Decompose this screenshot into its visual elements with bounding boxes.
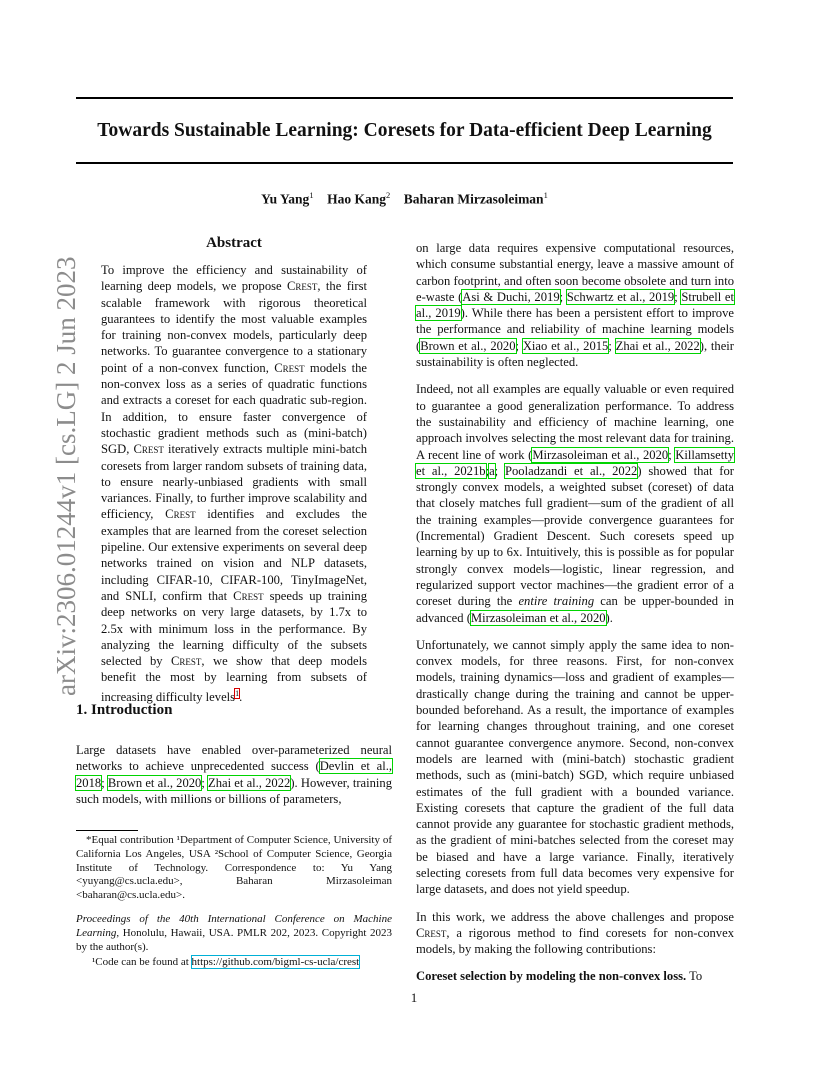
author-name: Yu Yang xyxy=(261,191,310,207)
footnote-code: ¹Code can be found at https://github.com/bigml-cs-ucla/crest xyxy=(92,956,360,969)
section-heading-introduction: 1. Introduction xyxy=(76,702,173,718)
citation-link[interactable]: Strubell et al., 2019 xyxy=(416,289,734,321)
citation-link[interactable]: a xyxy=(489,463,495,478)
paragraph: Unfortunately, we cannot simply apply the same idea to non-convex models, for three reasons. First, for non-convex models, training dynamics—loss and gradient of examples—drastically change during the training and cannot be upper-bounded beforehand. As a result, the importance of examples for learning changes throughout training, and one coreset cannot guarantee convergence anymore. Second, non-convex models are learned with (mini-batch) stochastic gradient methods, such as (mini-batch) SGD, which require unbiased estimates of the full gradient with a bounded variance. Existing coresets that capture the gradient of the full data cannot provide any guarantee for stochastic gradient methods, as the gradient of mini-batches selected from the coreset may be biased and have a large variance. Finally, iteratively selecting coresets from full data becomes very expensive for large datasets, and does not yield speedup. xyxy=(416,637,734,897)
citation-link[interactable]: Zhai et al., 2022 xyxy=(208,775,291,790)
citation-link[interactable]: Pooladzandi et al., 2022 xyxy=(504,463,638,478)
arxiv-stamp-text: arXiv:2306.01244v1 [cs.LG] 2 Jun 2023 xyxy=(51,256,81,696)
citation-link[interactable]: Mirzasoleiman et al., 2020 xyxy=(532,447,669,462)
method-name: Crest xyxy=(133,442,164,457)
author-affiliation: 1 xyxy=(543,190,548,200)
author-affiliation: 1 xyxy=(309,190,314,200)
footnote-rule xyxy=(76,830,138,831)
abstract-heading: Abstract xyxy=(206,235,262,251)
citation-link[interactable]: Xiao et al., 2015 xyxy=(522,338,609,353)
method-name: Crest xyxy=(416,925,447,940)
method-name: Crest xyxy=(274,360,305,375)
paragraph: Coreset selection by modeling the non-convex loss. To xyxy=(416,969,703,984)
footnote-proceedings: Proceedings of the 40th International Conference on Machine Learning, Honolulu, Hawaii, USA. PMLR 202, 2023. Copyright 2023 by the author(s). xyxy=(76,912,392,953)
citation-link[interactable]: Mirzasoleiman et al., 2020 xyxy=(470,610,606,625)
footnotes xyxy=(76,834,392,970)
right-column xyxy=(416,240,734,996)
footnote-affiliations: *Equal contribution ¹Department of Computer Science, University of California Los Angeles, USA ²School of Computer Science, Georgia Institute of Technology. Correspondence to: Yu Yang <yuyang@cs.ucla.edu>, Baharan Mirzasoleiman <baharan@cs.ucla.edu>. xyxy=(76,834,392,902)
method-name: Crest xyxy=(287,279,318,294)
title-rule-top xyxy=(76,97,733,99)
paper-title: Towards Sustainable Learning: Coresets for Data-efficient Deep Learning xyxy=(97,120,712,141)
title-rule-bottom xyxy=(76,162,733,164)
citation-link[interactable]: Asi & Duchi, 2019 xyxy=(462,289,560,304)
citation-link[interactable]: Devlin et al., 2018 xyxy=(76,759,392,790)
citation-link[interactable]: Killamsetty et al., 2021b xyxy=(416,447,734,478)
method-name: Crest xyxy=(165,507,196,522)
author-name: Hao Kang xyxy=(327,191,386,207)
citation-link[interactable]: Zhai et al., 2022 xyxy=(615,338,700,353)
author-name: Baharan Mirzasoleiman xyxy=(403,191,544,207)
arxiv-stamp xyxy=(18,256,81,696)
citation-link[interactable]: Schwartz et al., 2019 xyxy=(566,289,675,304)
citation-link[interactable]: Brown et al., 2020 xyxy=(107,775,202,790)
citation-link[interactable]: Brown et al., 2020 xyxy=(420,338,516,353)
page-number: 1 xyxy=(410,990,418,1005)
method-name: Crest xyxy=(171,654,202,669)
code-url-link[interactable]: https://github.com/bigml-cs-ucla/crest xyxy=(191,956,360,969)
method-name: Crest xyxy=(233,588,264,603)
author-affiliation: 2 xyxy=(385,190,391,200)
footnote-link[interactable]: 1 xyxy=(235,688,240,698)
paragraph: on large data requires expensive computational resources, which consume substantial energy, leave a massive amount of carbon footprint, and often soon become obsolete and turn into e-waste (Asi & Duchi, 2019; Schwartz et al., 2019; Strubell et al., 2019). While there has been a persistent effort to improve the performance and reliability of machine learning models (Brown et al., 2020; Xiao et al., 2015; Zhai et al., 2022), their sustainability is often neglected. xyxy=(416,241,734,370)
paragraph: In this work, we address the above challenges and propose Crest, a rigorous method to find coresets for non-convex models, by making the following contributions: xyxy=(416,909,734,957)
intro-paragraph: Large datasets have enabled over-parameterized neural networks to achieve unprecedented success (Devlin et al., 2018; Brown et al., 2020; Zhai et al., 2022). However, training such models, with millions or billions of parameters, xyxy=(76,743,392,806)
paragraph: Indeed, not all examples are equally valuable or even required to guarantee a good generalization performance. To address the sustainability and efficiency of machine learning, one approach involves selecting the most relevant data for training. A recent line of work (Mirzasoleiman et al., 2020; Killamsetty et al., 2021b;a; Pooladzandi et al., 2022) showed that for strongly convex models, a weighted subset (coreset) of data that closely matches full gradient—sum of the gradient of all the training examples—provide convergence guarantees for (Incremental) Gradient Descent. Such coresets speed up learning by up to 6x. Intuitively, this is possible as for popular strongly convex models—logistic, linear regression, and regularized support vector machines—the gradient error of a coreset during the entire training can be upper-bounded in advanced (Mirzasoleiman et al., 2020). xyxy=(416,382,734,625)
author-list xyxy=(76,190,733,208)
abstract-body: To improve the efficiency and sustainability of learning deep models, we propose Crest, the first scalable framework with rigorous theoretical guarantees to identify the most valuable examples for training non-convex models, particularly deep networks. To guarantee convergence to a stationary point of a non-convex function, Crest models the non-convex loss as a series of quadratic functions and extracts a coreset for each quadratic sub-region. In addition, to ensure faster convergence of stochastic gradient methods such as (mini-batch) SGD, Crest iteratively extracts multiple mini-batch coresets from larger random subsets of training data, to ensure nearly-unbiased gradients with small variances. Finally, to further improve scalability and efficiency, Crest identifies and excludes the examples that are learned from the coreset selection pipeline. Our extensive experiments on several deep networks trained on vision and NLP datasets, including CIFAR-10, CIFAR-100, TinyImageNet, and SNLI, confirm that Crest speeds up training deep networks on very large datasets, by 1.7x to 2.5x with minimum loss in the performance. By analyzing the learning difficulty of the subsets selected by Crest, we show that deep models benefit the most by learning from subsets of increasing difficulty levels$^1$. xyxy=(101,263,368,704)
